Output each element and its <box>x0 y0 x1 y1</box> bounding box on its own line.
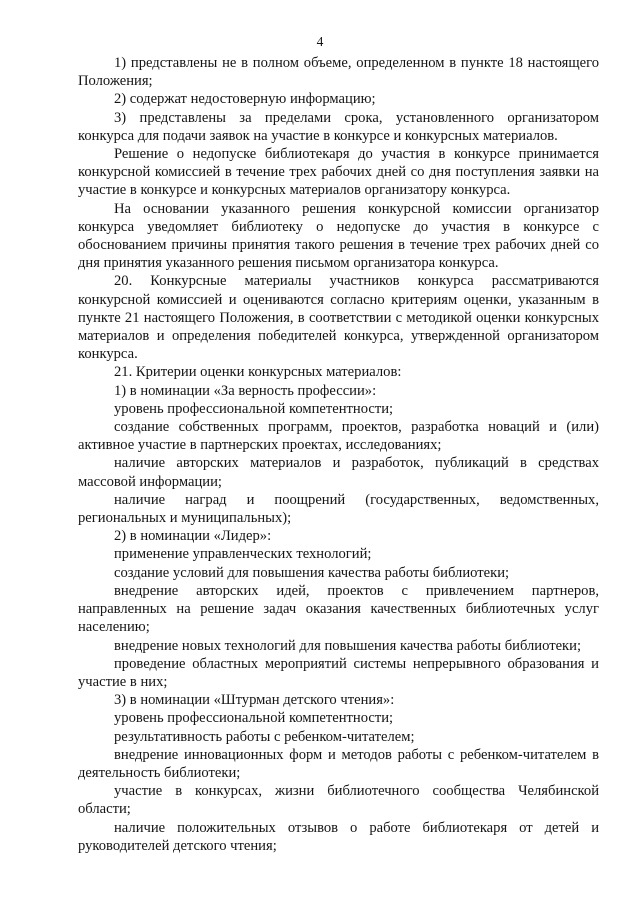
paragraph: На основании указанного решения конкурсной комиссии организатор конкурса уведомляет библиотеку о недопуске до участия в конкурсе с обоснованием причины принятия такого решения в течение трех рабочих дней со дня принятия указанного решения письмом организатора конкурса. <box>78 200 599 272</box>
paragraph: 3) представлены за пределами срока, установленного организатором конкурса для подачи заявок на участие в конкурсе и конкурсных материалов. <box>78 109 599 144</box>
paragraph: уровень профессиональной компетентности; <box>114 400 394 417</box>
paragraph: 2) в номинации «Лидер»: <box>114 528 272 545</box>
paragraph: наличие авторских материалов и разработок, публикаций в средствах массовой информации; <box>78 455 599 490</box>
paragraph: проведение областных мероприятий системы непрерывного образования и участие в них; <box>78 655 599 690</box>
paragraph: 3) в номинации «Штурман детского чтения»: <box>114 692 395 709</box>
paragraph: участие в конкурсах, жизни библиотечного сообщества Челябинской области; <box>78 783 599 818</box>
paragraph: внедрение авторских идей, проектов с привлечением партнеров, направленных на решение задач оказания качественных библиотечных услуг населению; <box>78 582 599 636</box>
paragraph: 1) представлены не в полном объеме, определенном в пункте 18 настоящего Положения; <box>78 55 599 90</box>
paragraph: внедрение новых технологий для повышения качества работы библиотеки; <box>114 637 582 654</box>
paragraph: Решение о недопуске библиотекаря до участия в конкурсе принимается конкурсной комиссией в течение трех рабочих дней со дня поступления заявки на участие в конкурсе и конкурсных материалов организатору конкурса. <box>78 146 599 199</box>
paragraph: создание собственных программ, проектов, разработка новаций и (или) активное участие в партнерских проектах, исследованиях; <box>78 419 599 454</box>
paragraph: 20. Конкурсные материалы участников конкурса рассматриваются конкурсной комиссией и оцениваются согласно критериям оценки, указанным в пункте 21 настоящего Положения, в соответствии с методикой оценки конкурсных материалов и определения победителей конкурса, утвержденной организатором конкурса. <box>78 273 599 363</box>
paragraph: применение управленческих технологий; <box>114 546 372 563</box>
paragraph: внедрение инновационных форм и методов работы с ребенком-читателем в деятельность библиотеки; <box>78 746 599 781</box>
paragraph: 21. Критерии оценки конкурсных материалов: <box>114 364 402 381</box>
page-number: 4 <box>316 34 324 49</box>
paragraph: 2) содержат недостоверную информацию; <box>114 91 376 108</box>
document-body <box>78 54 599 855</box>
paragraph: наличие положительных отзывов о работе библиотекаря от детей и руководителей детского чтения; <box>78 819 599 854</box>
paragraph: 1) в номинации «За верность профессии»: <box>114 382 377 399</box>
paragraph: уровень профессиональной компетентности; <box>114 710 394 727</box>
paragraph: создание условий для повышения качества работы библиотеки; <box>114 564 510 581</box>
paragraph: результативность работы с ребенком-читателем; <box>114 728 415 745</box>
paragraph: наличие наград и поощрений (государственных, ведомственных, региональных и муниципальных); <box>78 491 599 527</box>
